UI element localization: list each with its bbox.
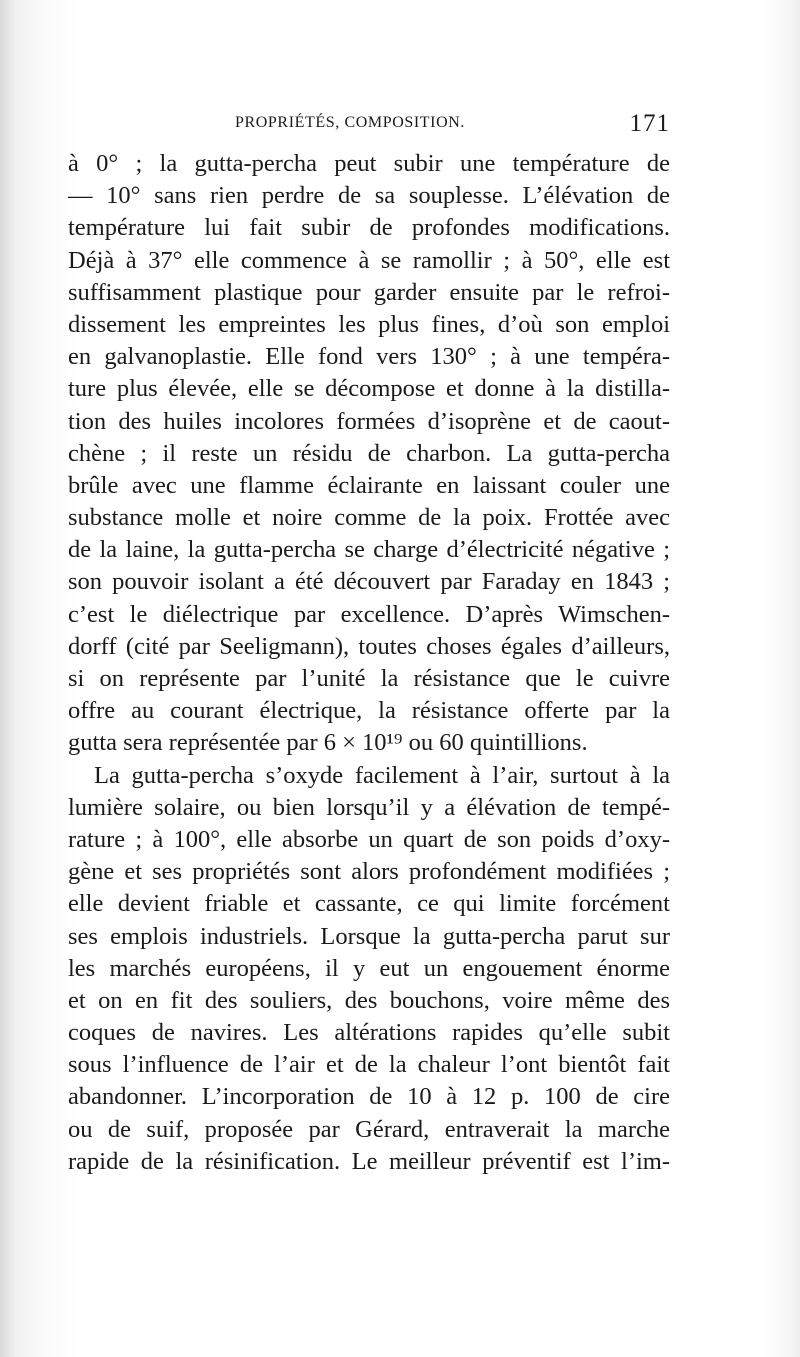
running-head: PROPRIÉTÉS, COMPOSITION. <box>235 114 465 131</box>
text-line: température lui fait subir de profondes modifications. <box>68 214 670 242</box>
text-line: lumière solaire, ou bien lorsqu’il y a élévation de tempé- <box>68 793 670 821</box>
page-header <box>68 110 670 144</box>
text-line: La gutta-percha s’oxyde facilement à l’air, surtout à la <box>94 761 670 789</box>
text-line: substance molle et noire comme de la poix. Frottée avec <box>68 504 670 532</box>
text-line: coques de navires. Les altérations rapides qu’elle subit <box>68 1019 670 1047</box>
text-line: sous l’influence de l’air et de la chaleur l’ont bientôt fait <box>68 1051 670 1079</box>
text-line: dorff (cité par Seeligmann), toutes choses égales d’ailleurs, <box>68 632 670 660</box>
text-line: offre au courant électrique, la résistance offerte par la <box>68 697 670 725</box>
text-line: gutta sera représentée par 6 × 10¹⁹ ou 60 quintillions. <box>68 729 588 757</box>
text-line: chène ; il reste un résidu de charbon. La gutta-percha <box>68 439 670 467</box>
text-line: rapide de la résinification. Le meilleur préventif est l’im- <box>68 1147 670 1175</box>
text-line: ture plus élevée, elle se décompose et donne à la distilla- <box>68 375 670 403</box>
text-line: c’est le diélectrique par excellence. D’après Wimschen- <box>68 600 670 628</box>
page-number: 171 <box>629 110 670 137</box>
text-line: tion des huiles incolores formées d’isoprène et de caout- <box>68 407 670 435</box>
text-line: ou de suif, proposée par Gérard, entraverait la marche <box>68 1115 670 1143</box>
text-line: abandonner. L’incorporation de 10 à 12 p. 100 de cire <box>68 1083 670 1111</box>
text-line: brûle avec une flamme éclairante en laissant couler une <box>68 471 670 499</box>
text-line: ses emplois industriels. Lorsque la gutta-percha parut sur <box>68 922 670 950</box>
text-line: et on en fit des souliers, des bouchons, voire même des <box>68 986 670 1014</box>
text-line: rature ; à 100°, elle absorbe un quart de son poids d’oxy- <box>68 825 670 853</box>
text-line: gène et ses propriétés sont alors profondément modifiées ; <box>68 858 670 886</box>
text-line: en galvanoplastie. Elle fond vers 130° ; à une tempéra- <box>68 343 670 371</box>
text-line: Déjà à 37° elle commence à se ramollir ; à 50°, elle est <box>68 246 670 274</box>
text-line: les marchés européens, il y eut un engouement énorme <box>68 954 670 982</box>
text-line: son pouvoir isolant a été découvert par Faraday en 1843 ; <box>68 568 670 596</box>
text-line: dissement les empreintes les plus fines, d’où son emploi <box>68 310 670 338</box>
text-line: si on représente par l’unité la résistance que le cuivre <box>68 665 670 692</box>
body-text <box>68 148 670 1178</box>
text-line: suffisamment plastique pour garder ensuite par le refroi- <box>68 278 670 306</box>
text-line: de la laine, la gutta-percha se charge d’électricité négative ; <box>68 536 670 564</box>
text-line: elle devient friable et cassante, ce qui limite forcément <box>68 890 670 918</box>
text-line: — 10° sans rien perdre de sa souplesse. L’élévation de <box>68 182 670 210</box>
text-line: à 0° ; la gutta-percha peut subir une température de <box>68 150 670 177</box>
